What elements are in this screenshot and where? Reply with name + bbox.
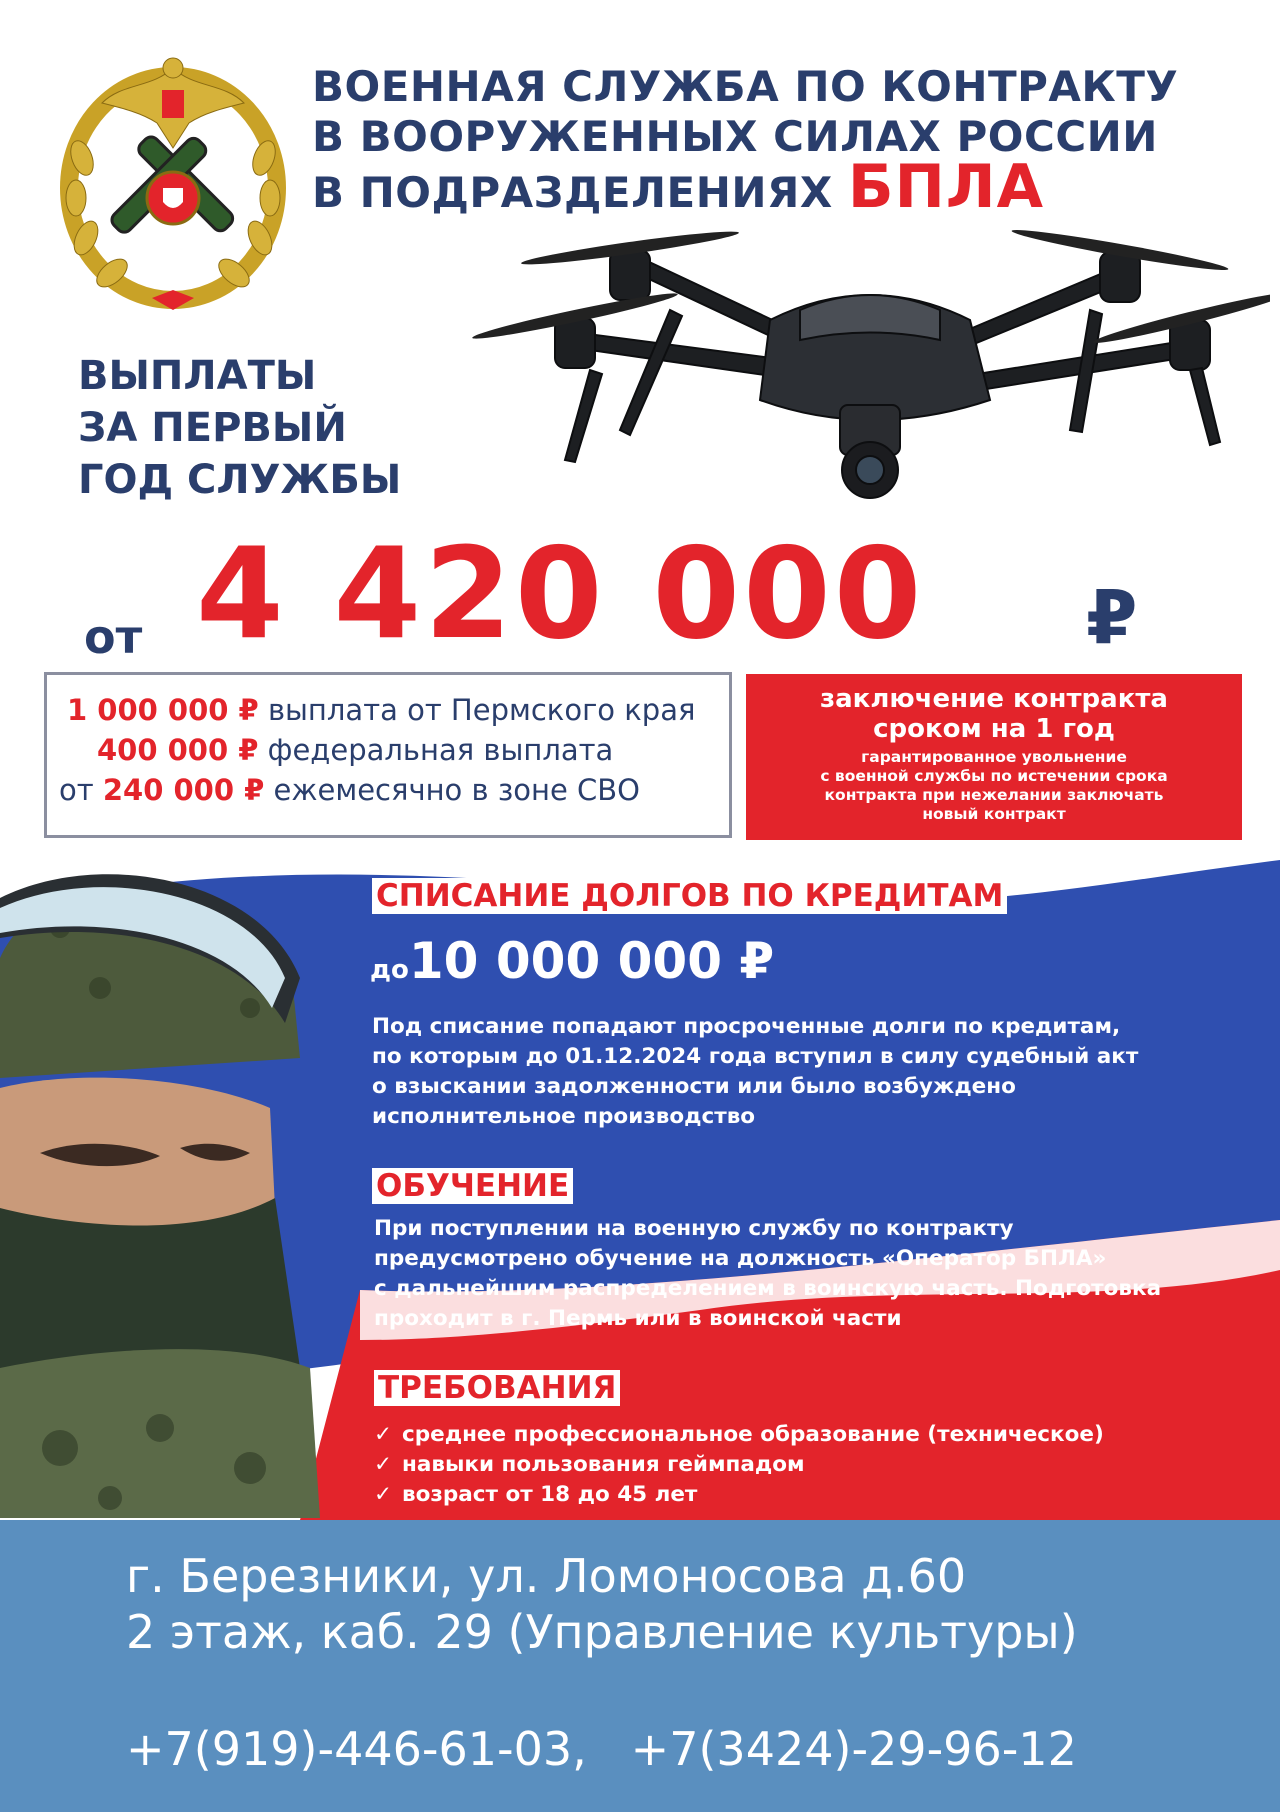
contract-box xyxy=(746,674,1242,840)
payment-text: ежемесячно в зоне СВО xyxy=(273,773,640,807)
requirement-text: навыки пользования геймпадом xyxy=(402,1452,805,1477)
payment-row-3 xyxy=(59,773,640,807)
title-accent: БПЛА xyxy=(847,152,1045,222)
debt-amount xyxy=(370,932,774,990)
payment-amount: 400 000 ₽ xyxy=(97,733,259,767)
list-item xyxy=(374,1420,1104,1450)
contract-note xyxy=(746,748,1242,824)
contract-note-line-2: с военной службы по истечении срока xyxy=(820,767,1168,785)
contract-title xyxy=(746,684,1242,744)
payment-text: федеральная выплата xyxy=(267,733,614,767)
phones xyxy=(126,1722,1077,1776)
list-item xyxy=(374,1450,1104,1480)
training-text-line-3: с дальнейшим распределением в воинскую часть. Подготовка xyxy=(374,1276,1162,1301)
payments-heading-line-1: ВЫПЛАТЫ xyxy=(78,353,317,399)
contract-note-line-4: новый контракт xyxy=(922,805,1066,823)
debt-text xyxy=(372,1012,1138,1132)
requirement-text: среднее профессиональное образование (техническое) xyxy=(402,1422,1104,1447)
debt-text-line-2: по которым до 01.12.2024 года вступил в силу судебный акт xyxy=(372,1044,1139,1069)
training-label: ОБУЧЕНИЕ xyxy=(372,1168,573,1204)
debt-amount-value: 10 000 000 ₽ xyxy=(408,932,775,990)
requirements-list xyxy=(374,1420,1104,1510)
payment-row-1 xyxy=(67,693,695,727)
title-line-2: В ВООРУЖЕННЫХ СИЛАХ РОССИИ xyxy=(312,112,1158,161)
training-text-line-2: предусмотрено обучение на должность «Оператор БПЛА» xyxy=(374,1246,1107,1271)
contract-note-line-3: контракта при нежелании заключать xyxy=(824,786,1164,804)
debt-amount-prefix: до xyxy=(370,955,409,985)
payments-box xyxy=(44,672,732,838)
address-line-2: 2 этаж, каб. 29 (Управление культуры) xyxy=(126,1605,1078,1659)
page-title xyxy=(312,62,1272,222)
check-icon: ✓ xyxy=(374,1482,393,1507)
payment-text: выплата от Пермского края xyxy=(267,693,696,727)
payments-heading-line-2: ЗА ПЕРВЫЙ xyxy=(78,405,347,451)
payments-heading xyxy=(78,350,401,506)
debt-text-line-1: Под списание попадают просроченные долги по кредитам, xyxy=(372,1014,1121,1039)
title-line-3-text: В ПОДРАЗДЕЛЕНИЯХ xyxy=(312,168,833,217)
training-text-line-4: проходит в г. Пермь или в воинской части xyxy=(374,1306,902,1331)
emblem-icon xyxy=(52,28,294,318)
check-icon: ✓ xyxy=(374,1452,393,1477)
contract-note-line-1: гарантированное увольнение xyxy=(861,748,1127,766)
debt-text-line-4: исполнительное производство xyxy=(372,1104,756,1129)
training-text xyxy=(374,1214,1161,1334)
title-line-1: ВОЕННАЯ СЛУЖБА ПО КОНТРАКТУ xyxy=(312,62,1179,111)
training-text-line-1: При поступлении на военную службу по контракту xyxy=(374,1216,1014,1241)
drone-icon xyxy=(470,230,1270,560)
payment-prefix: от xyxy=(59,773,94,807)
requirement-text: возраст от 18 до 45 лет xyxy=(402,1482,698,1507)
phone-1[interactable]: +7(919)-446-61-03, xyxy=(126,1722,587,1776)
from-label: от xyxy=(84,610,143,664)
contract-title-line-1: заключение контракта xyxy=(820,684,1168,714)
list-item xyxy=(374,1480,1104,1510)
payment-amount: 240 000 ₽ xyxy=(102,773,265,807)
title-line-3 xyxy=(312,152,1272,222)
currency-sign: ₽ xyxy=(1086,575,1138,661)
debt-label: СПИСАНИЕ ДОЛГОВ ПО КРЕДИТАМ xyxy=(372,878,1007,914)
soldier-image xyxy=(0,848,320,1518)
phone-2[interactable]: +7(3424)-29-96-12 xyxy=(630,1722,1077,1776)
contract-title-line-2: сроком на 1 год xyxy=(873,714,1115,744)
total-amount: 4 420 000 xyxy=(196,520,925,667)
payment-row-2 xyxy=(97,733,613,767)
payments-heading-line-3: ГОД СЛУЖБЫ xyxy=(78,457,402,503)
address-line-1: г. Березники, ул. Ломоносова д.60 xyxy=(126,1549,967,1603)
payment-amount: 1 000 000 ₽ xyxy=(67,693,259,727)
requirements-label: ТРЕБОВАНИЯ xyxy=(374,1370,620,1406)
debt-text-line-3: о взыскании задолженности или было возбуждено xyxy=(372,1074,1016,1099)
check-icon: ✓ xyxy=(374,1422,393,1447)
